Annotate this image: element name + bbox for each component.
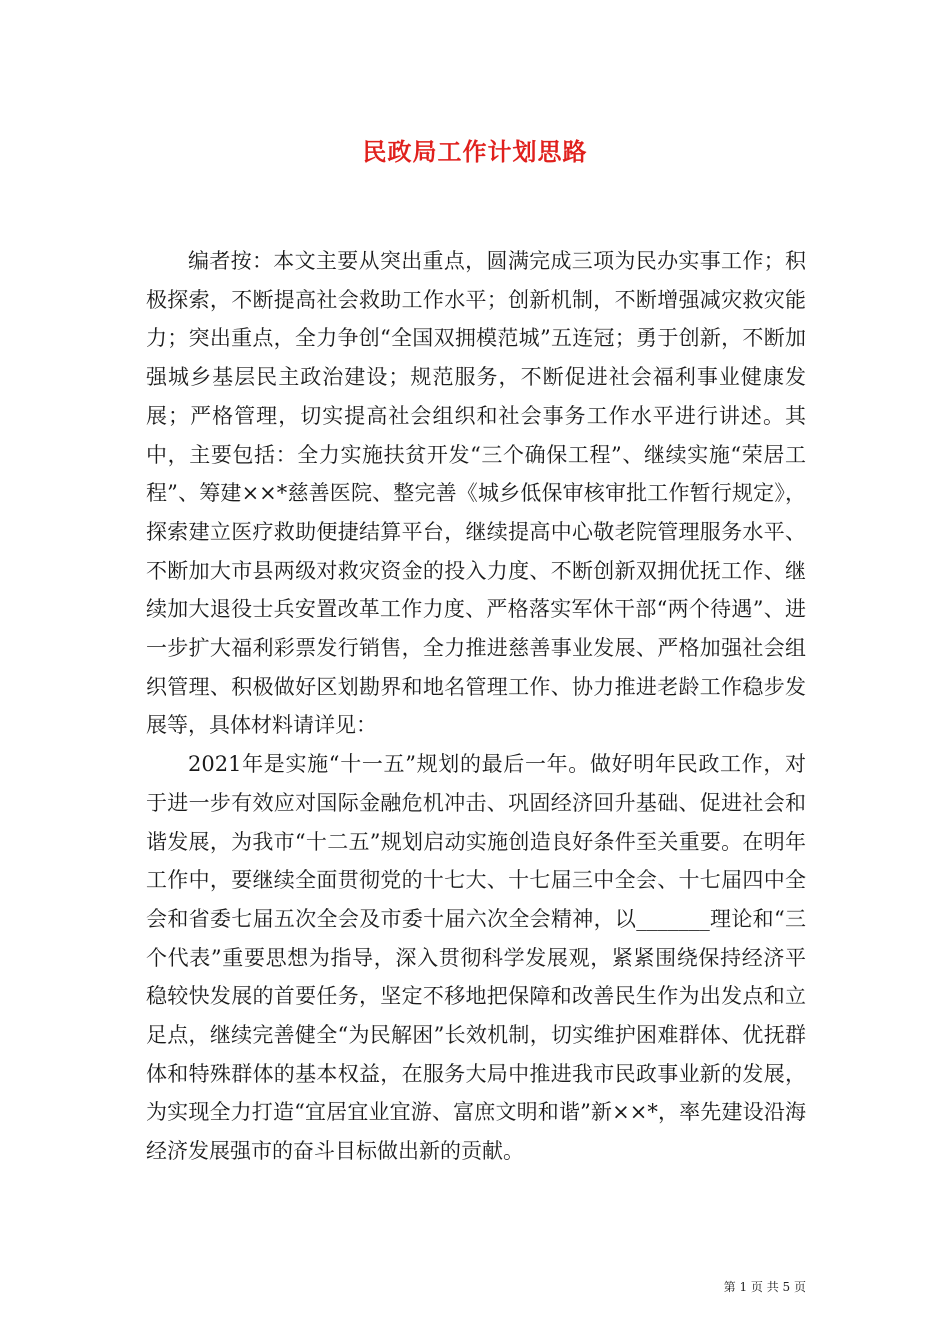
document-body — [146, 242, 806, 1171]
document-title: 民政局工作计划思路 — [362, 137, 588, 166]
paragraph-editor-note: 编者按：本文主要从突出重点，圆满完成三项为民办实事工作；积极探索，不断提高社会救助工作水平；创新机制，不断增强减灾救灾能力；突出重点，全力争创“全国双拥模范城”五连冠；勇于创新，不断加强城乡基层民主政治建设；规范服务，不断促进社会福利事业健康发展；严格管理，切实提高社会组织和社会事务工作水平进行讲述。其中，主要包括：全力实施扶贫开发“三个确保工程”、继续实施“荣居工程”、筹建××*慈善医院、整完善《城乡低保审核审批工作暂行规定》，探索建立医疗救助便捷结算平台，继续提高中心敬老院管理服务水平、不断加大市县两级对救灾资金的投入力度、不断创新双拥优抚工作、继续加大退役士兵安置改革工作力度、严格落实军休干部“两个待遇”、进一步扩大福利彩票发行销售，全力推进慈善事业发展、严格加强社会组织管理、积极做好区划勘界和地名管理工作、协力推进老龄工作稳步发展等，具体材料请详见： — [146, 249, 806, 738]
paragraph-main: 2021年是实施“十一五”规划的最后一年。做好明年民政工作，对于进一步有效应对国际金融危机冲击、巩固经济回升基础、促进社会和谐发展，为我市“十二五”规划启动实施创造良好条件至关重要。在明年工作中，要继续全面贯彻党的十七大、十七届三中全会、十七届四中全会和省委七届五次全会及市委十届六次全会精神，以_______理论和“三个代表”重要思想为指导，深入贯彻科学发展观，紧紧围绕保持经济平稳较快发展的首要任务，坚定不移地把保障和改善民生作为出发点和立足点，继续完善健全“为民解困”长效机制，切实维护困难群体、优抚群体和特殊群体的基本权益，在服务大局中推进我市民政事业新的发展，为实现全力打造“宜居宜业宜游、富庶文明和谐”新××*，率先建设沿海经济发展强市的奋斗目标做出新的贡献。 — [146, 752, 806, 1164]
page-number: 第 1 页 共 5 页 — [723, 1280, 806, 1294]
